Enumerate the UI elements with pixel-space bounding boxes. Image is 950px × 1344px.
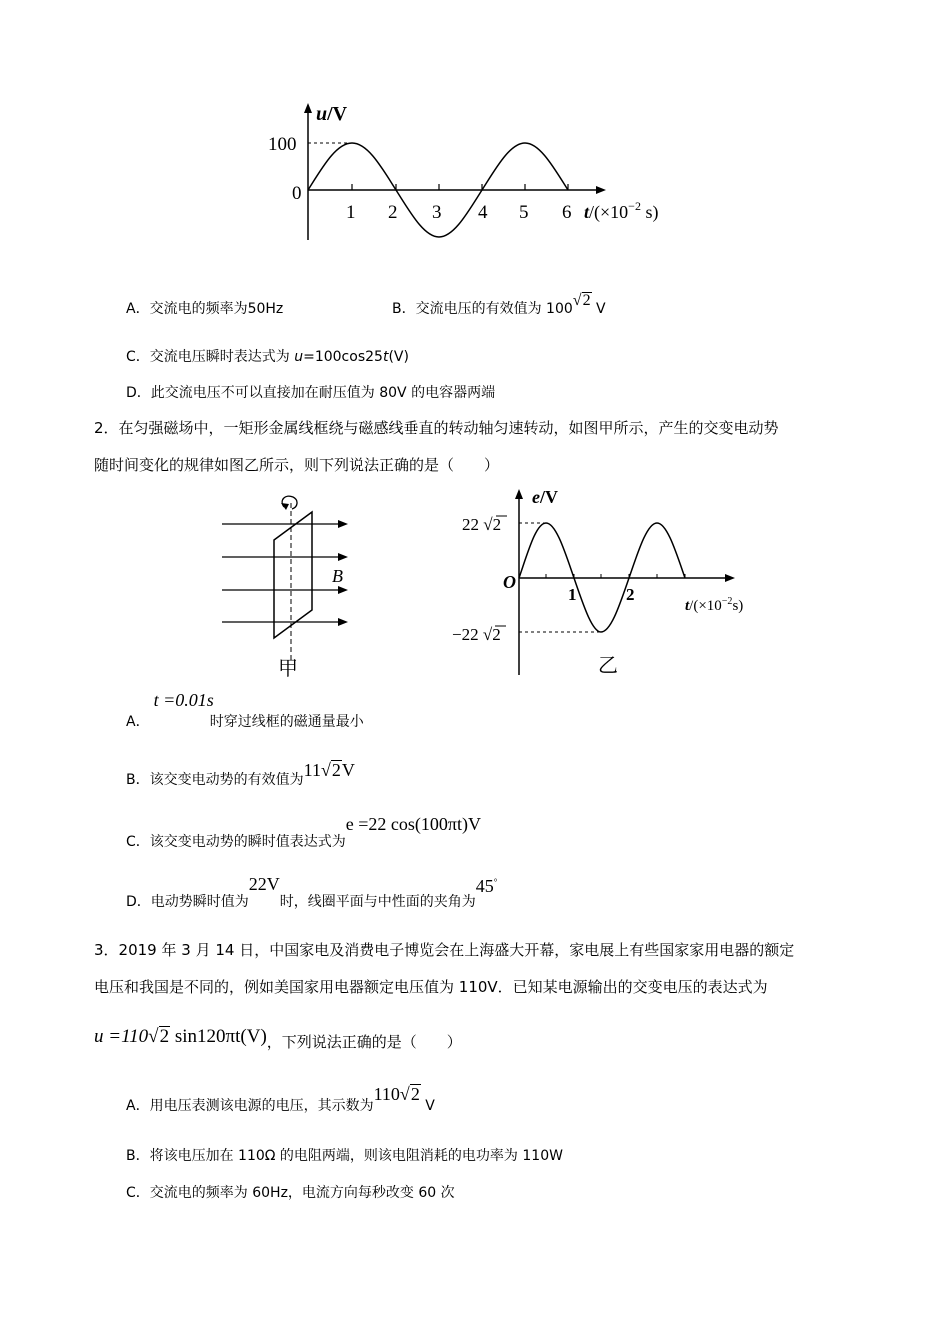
q3-stem-line1: 3．2019 年 3 月 14 日，中国家电及消费电子博览会在上海盛大开幕，家电展上有些国家家用电器的额定 <box>94 941 795 959</box>
t-axis-label: $t/(\times 10^{-2}$ s) <box>584 199 659 222</box>
q1-option-a: A．交流电的频率为50Hz <box>126 301 284 317</box>
e-t-axis-label: $t/(\times 10^{-2}s)$ <box>685 596 744 614</box>
q2-option-c: C．该交变电动势的瞬时值表达式为e =22 cos(100πt)V <box>126 814 481 850</box>
q2-stem-line1: 2．在匀强磁场中，一矩形金属线框绕与磁感线垂直的转动轴匀速转动，如图甲所示，产生的交变电动势 <box>94 419 779 437</box>
x-tick-1: 1 <box>346 202 356 223</box>
q2-option-b: B．该交变电动势的有效值为11√2V <box>126 760 355 788</box>
q1-option-b: B．交流电压的有效值为 100√2 V <box>392 292 606 317</box>
field-label-B: B <box>332 566 343 586</box>
e-tick-top: 22 √2 <box>462 515 502 534</box>
origin-label: 0 <box>292 183 302 204</box>
e-axis-label: e/V <box>532 487 558 507</box>
x-tick-3: 3 <box>432 202 442 223</box>
rotating-frame-figure <box>215 490 365 685</box>
x-tick-2: 2 <box>388 202 398 223</box>
e-x-tick-1: 1 <box>568 585 577 604</box>
u-t-graph <box>255 95 695 255</box>
q2-stem-line2: 随时间变化的规律如图乙所示，则下列说法正确的是（ ） <box>94 456 500 474</box>
e-x-tick-2: 2 <box>626 585 635 604</box>
x-tick-6: 6 <box>562 202 572 223</box>
q3-option-b: B．将该电压加在 110Ω 的电阻两端，则该电阻消耗的电功率为 110W <box>126 1148 563 1164</box>
x-tick-5: 5 <box>519 202 529 223</box>
e-t-graph <box>445 485 765 680</box>
e-tick-bottom: −22 √2 <box>452 625 501 644</box>
origin-O: O <box>503 572 516 592</box>
q1-option-d: D．此交流电压不可以直接加在耐压值为 80V 的电容器两端 <box>126 385 496 401</box>
q3-stem-line2: 电压和我国是不同的，例如美国家用电器额定电压值为 110V．已知某电源输出的交变电压的表达式为 <box>94 978 768 996</box>
u-axis-label: u/V <box>316 103 348 125</box>
caption-yi: 乙 <box>598 655 618 677</box>
q1-option-c: C．交流电压瞬时表达式为 u=100cos25t(V) <box>126 349 409 365</box>
x-tick-4: 4 <box>478 202 488 223</box>
q2-option-d: D．电动势瞬时值为22V时，线圈平面与中性面的夹角为45° <box>126 874 498 910</box>
caption-jia: 甲 <box>278 658 298 680</box>
q3-option-a: A．用电压表测该电源的电压，其示数为110√2 V <box>126 1084 435 1114</box>
q3-formula-line: u =110√2 sin120πt(V)，下列说法正确的是（ ） <box>94 1026 462 1051</box>
u-tick-100: 100 <box>268 134 297 155</box>
q2-option-a: A．t =0.01s时穿过线框的磁通量最小 <box>126 690 364 730</box>
q3-option-c: C．交流电的频率为 60Hz，电流方向每秒改变 60 次 <box>126 1185 455 1201</box>
